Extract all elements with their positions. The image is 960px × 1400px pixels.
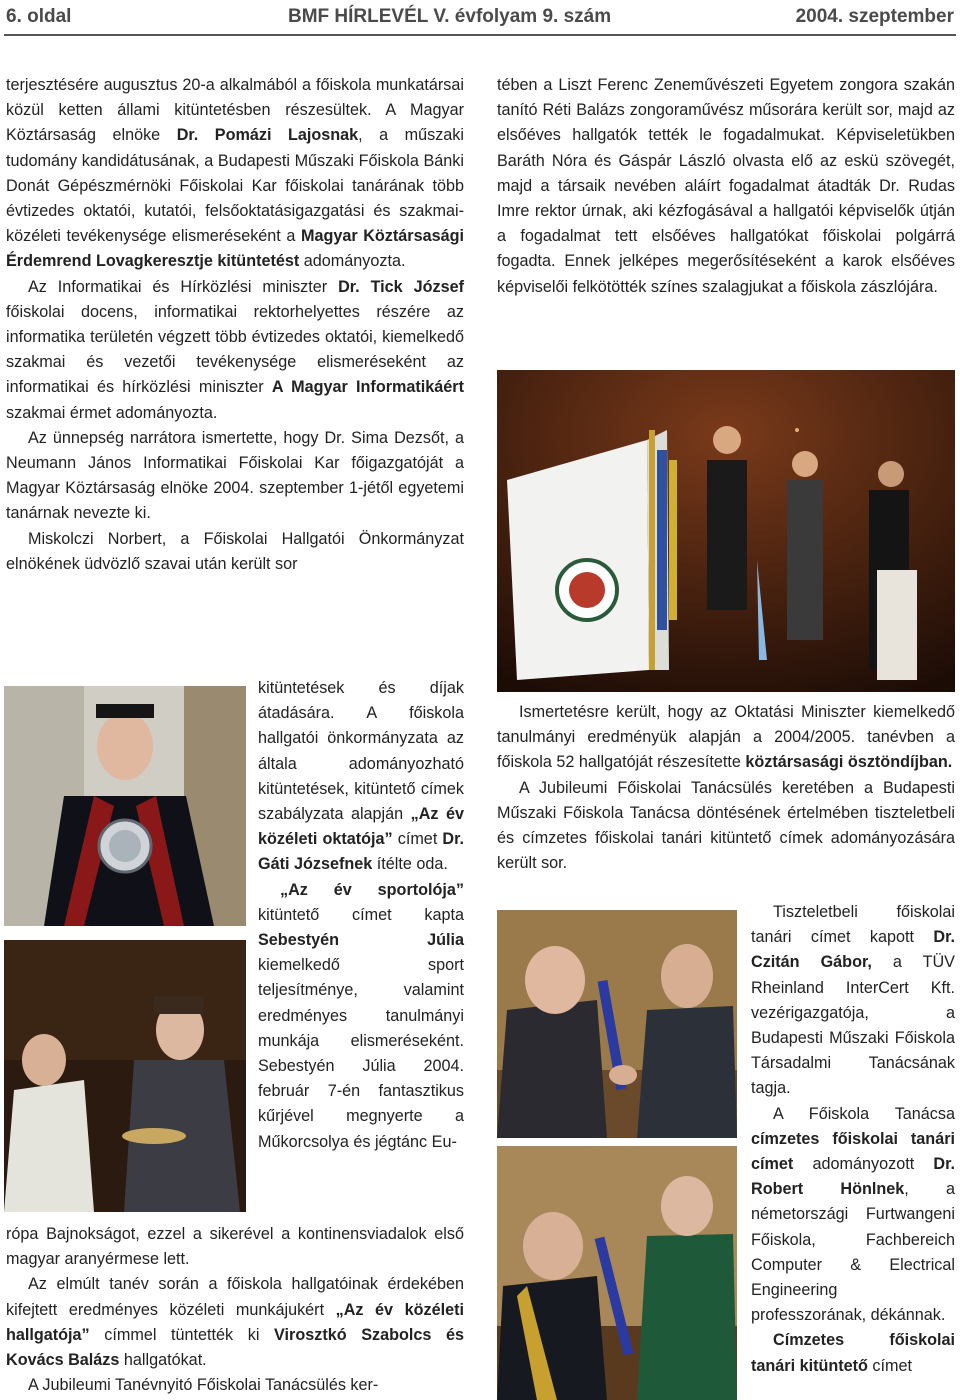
paragraph: Az ünnepség narrátora ismertette, hogy Dr. Sima Dezsőt, a Neumann János Informatikai Főiskolai Kar főigazgatóját a Magyar Köztársaság elnöke 2004. szeptember 1-jétől egyetemi tanárnak nevezte ki. <box>6 428 464 523</box>
flag-ceremony-photo <box>497 370 955 692</box>
bold-name: Dr. Robert Hönlnek <box>751 1155 955 1199</box>
text-run: a TÜV Rheinland InterCert Kft. vezérigazgatója, a Budapesti Műszaki Főiskola Társadalmi Tanácsának tagja. <box>751 953 955 1098</box>
bold-award: „Az év közéleti oktatója” <box>258 805 464 849</box>
text-run: Tiszteletbeli főiskolai tanári címet kapott <box>751 903 955 947</box>
handshake-photo-2 <box>497 1146 737 1400</box>
bold-name: Dr. Pomázi Lajosnak <box>176 126 359 145</box>
bold-name: Dr. Czitán Gábor, <box>751 928 955 972</box>
text-run: terjesztésére augusztus 20-a alkalmából a főiskola munkatársai közül ketten állami kitüntetésben részesültek. A Magyar Köztársaság elnöke <box>6 76 464 145</box>
bold-name: Dr. Tick József <box>338 277 464 296</box>
student-award-photo <box>4 940 246 1212</box>
text-run: címmel tüntették ki <box>89 1325 275 1344</box>
paragraph: A Jubileumi Főiskolai Tanácsülés keretében a Budapesti Műszaki Főiskola Tanácsa döntésének értelmében tiszteletbeli és címzetes főiskolai tanári kitüntető címek adományozására került sor. <box>497 778 955 873</box>
paragraph <box>258 676 464 878</box>
right-narrow-text <box>751 900 955 1379</box>
paragraph <box>751 1328 955 1378</box>
text-run: Az elmúlt tanév során a főiskola hallgatóinak érdekében kifejtett eredményes közéleti munkájukért <box>6 1275 464 1319</box>
text-run: Az Informatikai és Hírközlési miniszter <box>28 277 339 296</box>
text-run: kitüntetések és díjak átadására. A főiskola hallgatói önkormányzata az általa adományozható kitüntetések, kitüntető címek szabályzata alapján <box>258 679 464 824</box>
text-run: ítélte oda. <box>372 855 448 874</box>
bold-award: „Az év sportolója” <box>280 880 464 899</box>
issue-date: 2004. szeptember <box>795 6 954 27</box>
bold-award: Magyar Köztársasági Érdemrend Lovagkeresztje kitüntetést <box>6 227 464 271</box>
right-column-text <box>497 73 955 300</box>
handshake-photo-1 <box>497 910 737 1138</box>
text-run: hallgatókat. <box>119 1351 207 1370</box>
text-run: szakmai érmet adományozta. <box>6 403 218 422</box>
page-number: 6. oldal <box>6 6 72 27</box>
text-run: A Főiskola Tanácsa <box>773 1104 955 1123</box>
text-run: címet <box>867 1356 912 1375</box>
paragraph <box>751 1102 955 1329</box>
page-header <box>0 0 960 34</box>
right-mid-text <box>497 700 955 876</box>
text-run: címet <box>392 830 443 849</box>
left-narrow-text <box>258 676 464 1155</box>
bold-award: címzetes főiskolai tanári címet <box>751 1129 955 1174</box>
text-run: Ismertetésre került, hogy az Oktatási Miniszter kiemelkedő tanulmányi eredményük alapján a 2004/2005. tanévben a főiskola 52 hallgatóját részesítette <box>497 703 955 772</box>
paragraph <box>6 275 464 426</box>
paragraph <box>751 900 955 1102</box>
paragraph: A Jubileumi Tanévnyitó Főiskolai Tanácsülés ker- <box>28 1376 379 1395</box>
bold-award: Címzetes főiskolai tanári kitüntető <box>751 1331 955 1375</box>
bold-name: Sebestyén Júlia <box>258 931 464 950</box>
paragraph <box>258 878 464 1155</box>
publication-title: BMF HÍRLEVÉL V. évfolyam 9. szám <box>288 6 612 27</box>
bold-award: „Az év közéleti hallgatója” <box>6 1300 464 1344</box>
bold-award: köztársasági ösztöndíjban. <box>745 753 953 772</box>
text-run: , a műszaki tudomány kandidátusának, a Budapesti Műszaki Főiskola Bánki Donát Gépészmérnöki Főiskolai Kar főiskolai tanárának több évtizedes oktatói, kutatói, felsőoktatásigazgatási és szakmai-közéleti tevékenysége elismeréseként a <box>6 126 464 246</box>
text-run: adományozott <box>793 1155 934 1174</box>
paragraph: Miskolczi Norbert, a Főiskolai Hallgatói Önkormányzat elnökének üdvözlő szavai után került sor <box>6 529 464 573</box>
header-divider <box>4 34 956 36</box>
text-run: kiemelkedő sport teljesítménye, valamint eredményes tanulmányi munkája elismeréseként. Sebestyén Júlia 2004. február 7-én fantasztikus kűrjével megnyerte a Műkorcsolya és jégtánc Eu- <box>258 956 464 1151</box>
paragraph: tében a Liszt Ferenc Zeneművészeti Egyetem zongora szakán tanító Réti Balázs zongoraművész műsorára került sor, majd az elsőéves hallgatók tették le fogadalmukat. Képviseletükben Baráth Nóra és Gáspár László olvasta elő az eskü szövegét, majd a társaik nevében aláírt fogadalmat átadták Dr. Rudas Imre rektor úrnak, aki kézfogásával a hallgatói képviselők útján a fogadalmat tett elsőéves hallgatókat főiskolai polgárrá fogadta. Ennek jelképes megerősítéseként a karok elsőéves képviselői felkötötték színes szalagjukat a főiskola zászlójára. <box>497 76 955 296</box>
paragraph <box>6 1272 464 1373</box>
text-run: adományozta. <box>299 252 406 271</box>
text-run: , a németországi Furtwangeni Főiskola, Fachbereich Computer & Electrical Engineering professzorának, dékánnak. <box>751 1180 956 1325</box>
paragraph <box>6 73 464 275</box>
left-column-text <box>6 73 464 577</box>
paragraph: rópa Bajnokságot, ezzel a sikerével a kontinensviadalok első magyar aranyérmese lett. <box>6 1225 464 1269</box>
text-run: kitüntető címet kapta <box>258 905 464 924</box>
left-bottom-text <box>6 1222 464 1398</box>
text-run: főiskolai docens, informatikai rektorhelyettes részére az informatika területén végzett több évtizedes oktatói, kiemelkedő szakmai és vezetői tevékenysége elismeréseként az informatikai és hírközlési miniszter <box>6 302 464 397</box>
bold-name: Virosztkó Szabolcs és Kovács Balázs <box>6 1325 464 1370</box>
bold-award: A Magyar Informatikáért <box>271 378 464 397</box>
bold-name: Dr. Gáti Józsefnek <box>258 830 465 874</box>
professor-award-photo <box>4 686 246 926</box>
paragraph <box>497 700 955 776</box>
